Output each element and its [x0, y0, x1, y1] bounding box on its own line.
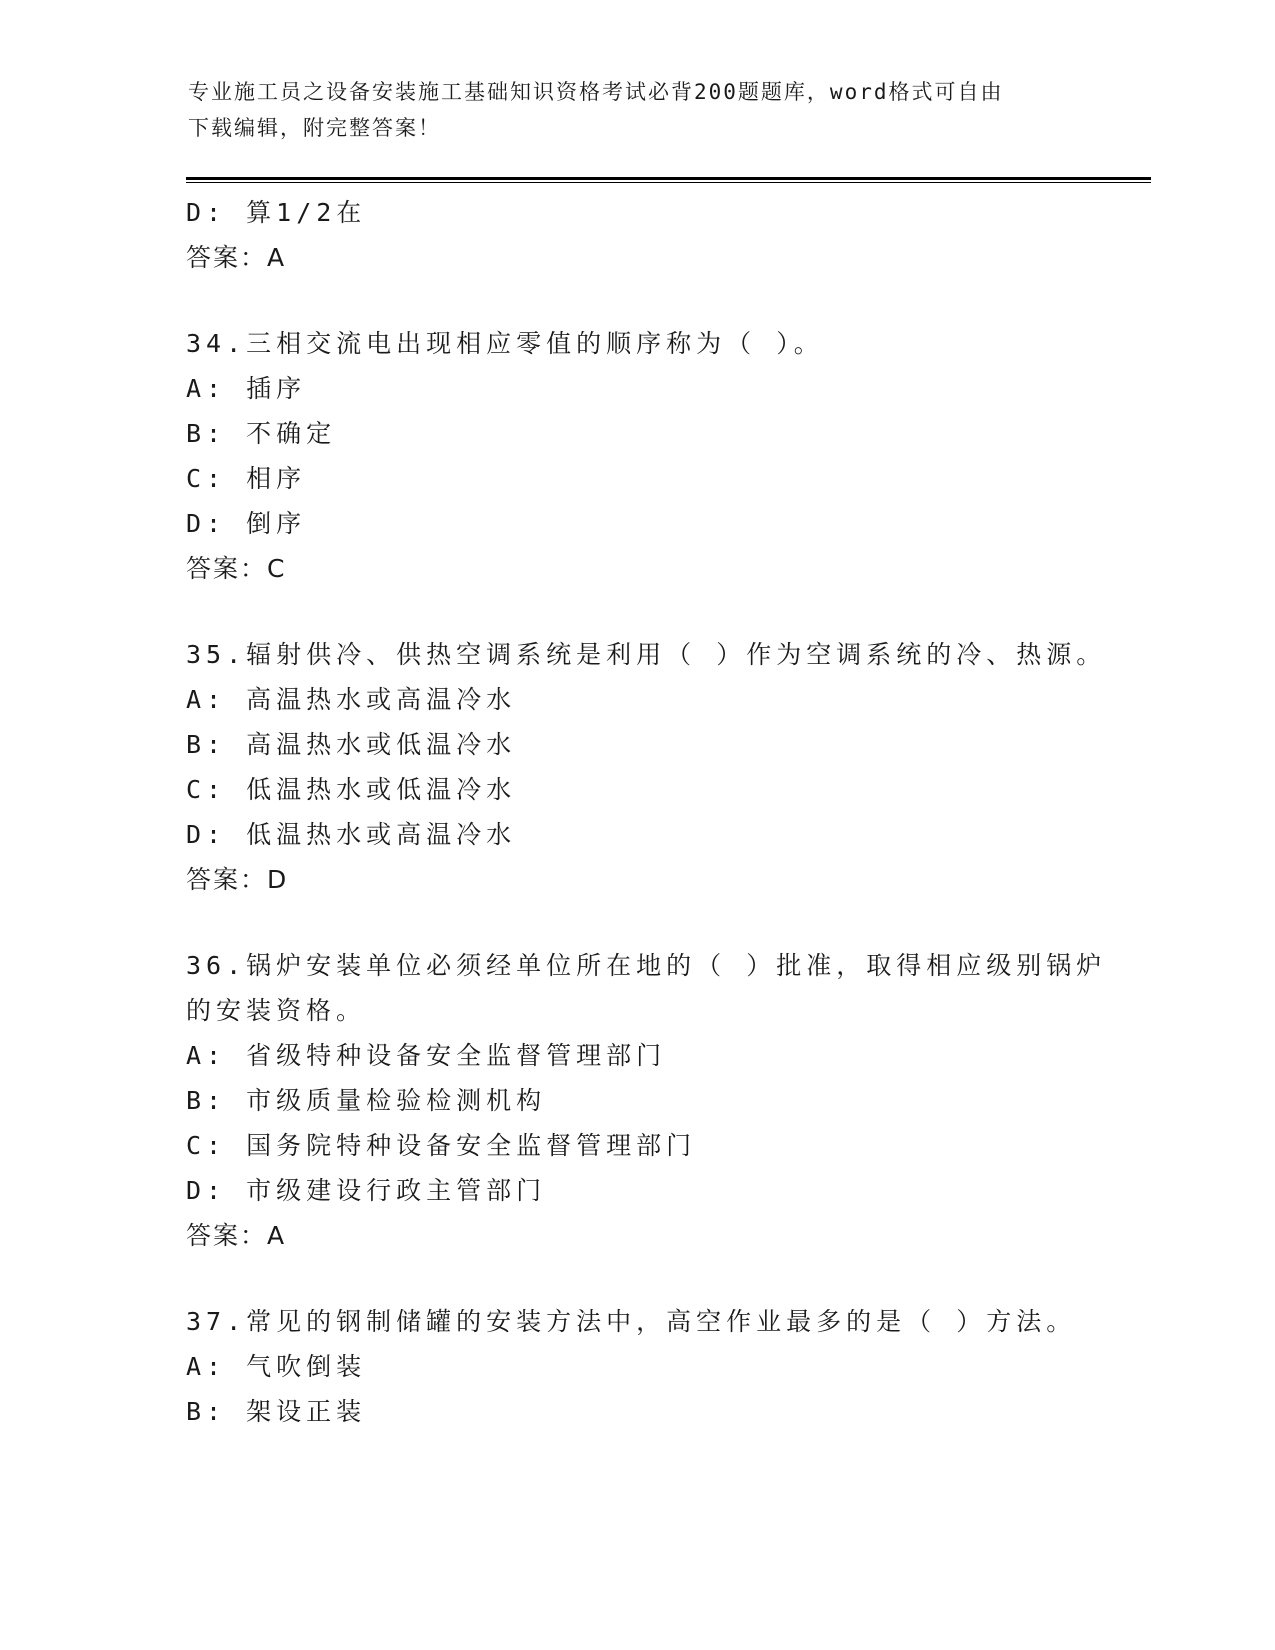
document-header — [188, 74, 1068, 146]
header-line-2: 下载编辑，附完整答案！ — [188, 116, 441, 140]
question-36 — [186, 943, 1126, 1258]
answer-line: 答案：A — [186, 1221, 287, 1250]
option-d: D: 低温热水或高温冷水 — [186, 820, 517, 849]
option-b: B: 市级质量检验检测机构 — [186, 1086, 547, 1115]
previous-question-tail — [186, 190, 1126, 280]
question-text: 35.辐射供冷、供热空调系统是利用（ ）作为空调系统的冷、热源。 — [186, 640, 1107, 669]
document-body — [186, 190, 1126, 1434]
question-34 — [186, 321, 1126, 591]
question-text-line-1: 36.锅炉安装单位必须经单位所在地的（ ）批准，取得相应级别锅炉 — [186, 951, 1107, 980]
option-a: A: 高温热水或高温冷水 — [186, 685, 517, 714]
question-35 — [186, 632, 1126, 902]
option-a: A: 省级特种设备安全监督管理部门 — [186, 1041, 667, 1070]
answer-line: 答案：C — [186, 554, 287, 583]
question-text: 37.常见的钢制储罐的安装方法中，高空作业最多的是（ ）方法。 — [186, 1307, 1077, 1336]
option-b: B: 高温热水或低温冷水 — [186, 730, 517, 759]
question-text: 34.三相交流电出现相应零值的顺序称为（ ）。 — [186, 329, 824, 358]
option-b: B: 架设正装 — [186, 1397, 367, 1426]
answer-line: 答案：A — [186, 243, 287, 272]
option-d: D: 倒序 — [186, 509, 307, 538]
option-b: B: 不确定 — [186, 419, 337, 448]
header-line-1: 专业施工员之设备安装施工基础知识资格考试必背200题题库，word格式可自由 — [188, 80, 1004, 104]
option-c: C: 相序 — [186, 464, 307, 493]
question-text-line-2: 的安装资格。 — [186, 996, 367, 1025]
option-c: C: 国务院特种设备安全监督管理部门 — [186, 1131, 697, 1160]
answer-line: 答案：D — [186, 865, 289, 894]
option-a: A: 气吹倒装 — [186, 1352, 367, 1381]
question-37 — [186, 1299, 1126, 1434]
option-c: C: 低温热水或低温冷水 — [186, 775, 517, 804]
header-divider-thick — [186, 177, 1151, 180]
option-a: A: 插序 — [186, 374, 307, 403]
option-d: D: 市级建设行政主管部门 — [186, 1176, 547, 1205]
option-d: D: 算1/2在 — [186, 198, 367, 227]
header-divider-thin — [186, 182, 1151, 183]
